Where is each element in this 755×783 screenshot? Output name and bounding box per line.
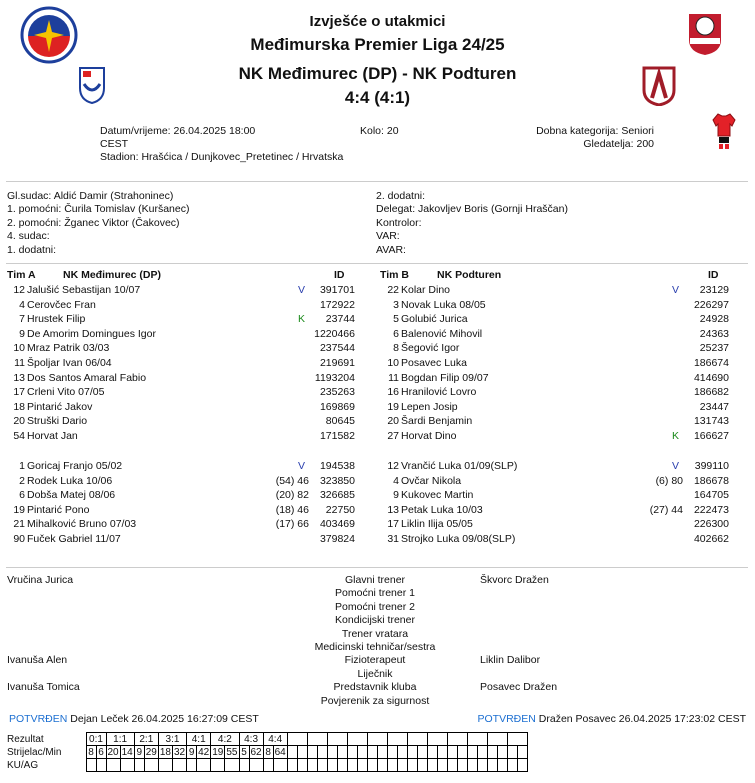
player-id: 23744 — [325, 313, 355, 326]
staff-role: Medicinski tehničar/sestra — [314, 641, 436, 653]
player-name: Mraz Patrik 03/03 — [27, 342, 110, 355]
official-line: 1. dodatni: — [7, 243, 57, 256]
captain-badge: K — [298, 313, 306, 326]
player-name: De Amorim Domingues Igor — [27, 327, 156, 340]
results-cell: 8 — [86, 746, 96, 759]
player-name: Hrustek Filip — [27, 313, 86, 326]
results-cell — [357, 759, 367, 772]
goalkeeper-badge: V — [298, 284, 306, 296]
player-number: 7 — [19, 313, 25, 326]
results-cell — [347, 733, 367, 746]
results-cell — [225, 759, 239, 772]
results-cell: 64 — [274, 746, 286, 758]
results-row-label: KU/AG — [7, 759, 39, 771]
substitution-info: (17) 66 — [275, 518, 309, 531]
results-cell — [287, 759, 297, 772]
player-number: 10 — [13, 342, 25, 355]
results-cell: 8 — [263, 746, 273, 759]
divider — [6, 181, 748, 182]
results-row-label: Strijelac/Min — [7, 746, 62, 758]
player-number: 1 — [19, 460, 25, 472]
results-cell: 4:1 — [187, 733, 211, 746]
player-id: 219691 — [319, 357, 355, 369]
player-number: 20 — [13, 415, 25, 428]
round: Kolo: 20 — [360, 125, 399, 137]
results-cell: 6 — [96, 746, 106, 759]
results-cell: 42 — [198, 746, 210, 758]
league-title: Međimurska Premier Liga 24/25 — [250, 35, 505, 54]
results-cell: 4:4 — [263, 733, 287, 746]
player-id: 226297 — [693, 298, 729, 311]
official-line: Gl.sudac: Aldić Damir (Strahoninec) — [7, 190, 174, 202]
results-cell — [317, 759, 327, 772]
goalkeeper-badge: V — [672, 460, 680, 472]
results-cell: 4:3 — [239, 733, 263, 746]
player-number: 13 — [13, 371, 25, 384]
results-cell: 3:1 — [158, 733, 186, 746]
results-cell — [387, 746, 397, 759]
substitution-info: (27) 44 — [649, 503, 683, 516]
match-score: 4:4 (4:1) — [344, 88, 411, 107]
player-number: 3 — [393, 298, 399, 311]
spectators: Gledatelja: 200 — [583, 138, 654, 150]
results-cell — [417, 746, 427, 759]
results-cell — [407, 759, 417, 772]
results-cell — [397, 759, 407, 772]
player-name: Posavec Luka — [401, 357, 467, 369]
player-name: Novak Luka 08/05 — [401, 298, 486, 311]
player-name: Lepen Josip — [401, 400, 458, 413]
player-id: 186674 — [693, 357, 729, 369]
player-name: Struški Dario — [27, 415, 88, 428]
player-number: 9 — [393, 489, 399, 502]
results-cell: 5 — [239, 746, 249, 759]
player-id: 186682 — [693, 386, 729, 399]
results-cell — [427, 759, 437, 772]
results-cell — [317, 746, 327, 759]
player-id: 1220466 — [314, 327, 355, 340]
results-cell — [239, 759, 249, 772]
team-b-name: NK Podturen — [437, 269, 502, 281]
confirm-status: POTVRĐEN — [477, 713, 536, 725]
player-name: Dobša Matej 08/06 — [27, 489, 116, 502]
player-id: 25237 — [699, 342, 729, 355]
results-cell — [377, 759, 387, 772]
results-cell — [477, 746, 487, 759]
player-id: 226300 — [693, 518, 729, 531]
staff-role: Predstavnik kluba — [333, 681, 417, 694]
player-number: 90 — [13, 533, 25, 545]
team-b-id-header: ID — [708, 269, 719, 281]
results-cell — [327, 759, 337, 772]
results-cell: 62 — [250, 746, 262, 758]
official-line: AVAR: — [376, 243, 406, 256]
results-cell — [447, 733, 467, 746]
results-cell — [437, 759, 447, 772]
player-number: 54 — [13, 430, 25, 442]
results-cell — [367, 759, 377, 772]
datetime: Datum/vrijeme: 26.04.2025 18:00 — [100, 125, 256, 137]
results-cell — [134, 759, 144, 772]
results-cell — [337, 759, 347, 772]
goalkeeper-badge: V — [672, 284, 680, 296]
player-number: 11 — [14, 357, 25, 369]
player-number: 4 — [19, 298, 25, 311]
results-cell — [457, 759, 467, 772]
player-id: 131743 — [693, 415, 729, 428]
player-name: Jalušić Sebastijan 10/07 — [27, 284, 141, 296]
player-number: 5 — [393, 313, 399, 326]
results-cell — [507, 759, 517, 772]
results-cell: 55 — [226, 746, 238, 758]
player-id: 222473 — [693, 503, 729, 516]
results-cell — [287, 746, 297, 759]
player-number: 2 — [19, 474, 25, 487]
player-number: 4 — [393, 474, 399, 487]
results-cell — [447, 746, 457, 759]
results-cell — [211, 759, 225, 772]
results-cell — [347, 746, 357, 759]
player-id: 379824 — [319, 533, 355, 545]
staff-role: Trener vratara — [341, 627, 409, 640]
results-cell: 32 — [174, 746, 186, 758]
player-name: Fuček Gabriel 11/07 — [27, 533, 121, 545]
player-id: 402662 — [693, 533, 729, 545]
results-cell — [457, 746, 467, 759]
confirm-left — [9, 713, 259, 725]
results-cell — [427, 746, 437, 759]
confirm-status: POTVRĐEN — [9, 713, 68, 725]
player-name: Kukovec Martin — [401, 489, 474, 502]
results-cell: 0:1 — [86, 733, 106, 746]
player-number: 19 — [13, 503, 25, 516]
player-name: Rodek Luka 10/06 — [27, 474, 113, 487]
player-name: Dos Santos Amaral Fabio — [27, 371, 147, 384]
player-name: Balenović Mihovil — [401, 327, 483, 340]
results-cell — [377, 746, 387, 759]
results-table — [6, 732, 528, 772]
stadium: Stadion: Hrašćica / Dunjkovec_Pretetinec / Hrvatska — [100, 151, 344, 163]
team-a-id-header: ID — [334, 269, 345, 281]
player-name: Pintarić Pono — [27, 503, 90, 516]
player-id: 194538 — [319, 460, 355, 472]
player-number: 13 — [387, 503, 399, 516]
divider — [6, 567, 748, 568]
staff-role: Kondicijski trener — [335, 614, 415, 627]
player-id: 80645 — [325, 415, 355, 428]
results-cell — [407, 746, 417, 759]
staff-role: Fizioterapeut — [344, 654, 406, 667]
results-cell: 1:1 — [106, 733, 134, 746]
player-name: Cerovčec Fran — [27, 298, 96, 311]
player-id: 391701 — [319, 284, 355, 296]
results-cell — [427, 733, 447, 746]
divider — [6, 263, 748, 264]
player-number: 17 — [387, 518, 399, 531]
results-cell — [273, 759, 287, 772]
results-cell — [387, 733, 407, 746]
results-cell — [407, 733, 427, 746]
player-name: Goricaj Franjo 05/02 — [27, 460, 123, 472]
team-a-rep: Ivanuša Tomica — [7, 681, 80, 693]
player-name: Vrančić Luka 01/09(SLP) — [401, 460, 518, 472]
staff-role: Povjerenik za sigurnost — [320, 694, 430, 707]
results-cell: 9 — [187, 746, 197, 759]
player-number: 6 — [393, 327, 399, 340]
player-id: 403469 — [319, 518, 355, 531]
team-b-head-coach: Škvorc Dražen — [480, 574, 549, 586]
report-title: Izvješće o utakmici — [309, 13, 446, 30]
results-cell — [397, 746, 407, 759]
player-number: 27 — [387, 430, 399, 442]
results-cell — [367, 746, 377, 759]
results-cell — [106, 759, 120, 772]
player-name: Petak Luka 10/03 — [401, 503, 483, 516]
player-id: 23447 — [699, 400, 729, 413]
results-cell: 2:1 — [134, 733, 158, 746]
player-id: 171582 — [319, 430, 355, 442]
results-cell — [86, 759, 96, 772]
substitution-info: (54) 46 — [275, 474, 309, 487]
results-cell — [477, 759, 487, 772]
player-name: Golubić Jurica — [401, 313, 468, 326]
results-cell — [437, 746, 447, 759]
goalkeeper-badge: V — [298, 460, 306, 472]
confirm-right-text: Dražen Posavec 26.04.2025 17:23:02 CEST — [538, 713, 746, 725]
results-cell — [517, 746, 527, 759]
category: Dobna kategorija: Seniori — [536, 125, 654, 137]
player-id: 166627 — [693, 430, 729, 442]
official-line: 4. sudac: — [7, 230, 50, 243]
results-cell — [263, 759, 273, 772]
results-cell — [158, 759, 172, 772]
results-cell — [327, 733, 347, 746]
results-cell — [487, 759, 497, 772]
player-id: 235263 — [319, 386, 355, 399]
results-cell — [497, 746, 507, 759]
player-id: 399110 — [694, 460, 729, 472]
player-name: Strojko Luka 09/08(SLP) — [401, 533, 516, 545]
player-number: 19 — [387, 400, 399, 413]
match-title: NK Međimurec (DP) - NK Podturen — [238, 64, 517, 83]
captain-badge: K — [672, 430, 680, 442]
team-a-name: NK Međimurec (DP) — [63, 269, 162, 281]
staff-role: Pomoćni trener 1 — [335, 587, 415, 600]
results-cell: 29 — [145, 746, 157, 758]
player-id: 24363 — [699, 327, 729, 340]
player-id: 22750 — [325, 503, 355, 516]
player-number: 16 — [387, 386, 399, 399]
results-cell — [347, 759, 357, 772]
staff-role: Pomoćni trener 2 — [335, 600, 415, 613]
results-cell — [487, 733, 507, 746]
results-cell — [367, 733, 387, 746]
player-name: Bogdan Filip 09/07 — [401, 371, 489, 384]
results-cell — [96, 759, 106, 772]
results-cell — [307, 746, 317, 759]
results-cell — [120, 759, 134, 772]
player-number: 12 — [387, 460, 399, 472]
player-name: Hranilović Lovro — [401, 386, 477, 399]
results-cell: 20 — [107, 746, 119, 758]
timezone: CEST — [100, 138, 129, 150]
player-number: 17 — [13, 386, 25, 399]
official-line: Kontrolor: — [376, 216, 422, 229]
player-number: 22 — [387, 284, 399, 296]
official-line: 1. pomoćni: Čurila Tomislav (Kuršanec) — [7, 203, 190, 216]
confirm-left-text: Dejan Leček 26.04.2025 16:27:09 CEST — [70, 713, 259, 725]
results-cell: 19 — [212, 746, 224, 758]
results-cell — [249, 759, 263, 772]
player-number: 11 — [388, 371, 399, 384]
team-b-label: Tim B — [380, 269, 409, 281]
official-line: 2. pomoćni: Žganec Viktor (Čakovec) — [7, 216, 180, 229]
player-name: Liklin Ilija 05/05 — [401, 518, 473, 531]
player-id: 326685 — [319, 489, 355, 502]
results-cell — [287, 733, 307, 746]
results-cell — [307, 759, 317, 772]
results-cell — [297, 759, 307, 772]
player-id: 172922 — [319, 298, 355, 311]
results-cell — [297, 746, 307, 759]
player-name: Šardi Benjamin — [401, 415, 473, 428]
results-cell: 14 — [121, 746, 133, 758]
results-cell — [467, 759, 477, 772]
player-number: 9 — [19, 327, 25, 340]
player-number: 21 — [13, 518, 25, 531]
results-cell — [497, 759, 507, 772]
results-cell — [507, 733, 527, 746]
team-a-label: Tim A — [7, 269, 36, 281]
player-name: Šegović Igor — [401, 342, 460, 355]
substitution-info: (6) 80 — [655, 474, 683, 487]
results-cell — [197, 759, 211, 772]
player-name: Špoljar Ivan 06/04 — [27, 357, 112, 369]
results-cell — [187, 759, 197, 772]
player-name: Kolar Dino — [401, 284, 451, 296]
team-a-physio: Ivanuša Alen — [7, 654, 68, 666]
results-cell — [327, 746, 337, 759]
player-id: 186678 — [693, 474, 729, 487]
results-cell — [467, 746, 477, 759]
results-cell — [447, 759, 457, 772]
player-id: 24928 — [699, 313, 729, 326]
team-b-rep: Posavec Dražen — [480, 681, 558, 693]
team-a-head-coach: Vručina Jurica — [7, 574, 74, 586]
player-name: Ovčar Nikola — [401, 474, 462, 487]
results-cell: 4:2 — [211, 733, 239, 746]
results-cell — [387, 759, 397, 772]
results-cell — [144, 759, 158, 772]
player-name: Crleni Vito 07/05 — [27, 386, 105, 399]
official-line: 2. dodatni: — [376, 190, 426, 202]
official-line: VAR: — [376, 230, 400, 243]
jersey-icon — [711, 112, 737, 150]
results-cell — [487, 746, 497, 759]
results-cell — [337, 746, 347, 759]
player-number: 18 — [13, 400, 25, 413]
results-cell — [507, 746, 517, 759]
results-cell — [417, 759, 427, 772]
results-cell — [357, 746, 367, 759]
player-number: 20 — [387, 415, 399, 428]
player-name: Horvat Jan — [27, 430, 78, 442]
results-cell — [517, 759, 527, 772]
player-id: 1193204 — [314, 371, 355, 384]
results-cell — [173, 759, 187, 772]
results-cell: 9 — [134, 746, 144, 759]
player-number: 8 — [393, 342, 399, 355]
substitution-info: (18) 46 — [275, 503, 309, 516]
player-id: 23129 — [699, 284, 729, 296]
player-number: 6 — [19, 489, 25, 502]
confirm-right — [478, 713, 746, 725]
player-number: 10 — [387, 357, 399, 369]
team-b-physio: Liklin Dalibor — [480, 654, 541, 666]
player-name: Mihalković Bruno 07/03 — [27, 518, 137, 531]
player-id: 414690 — [693, 371, 729, 384]
player-id: 169869 — [319, 400, 355, 413]
results-row-label: Rezultat — [7, 733, 44, 745]
results-cell: 18 — [159, 746, 171, 758]
player-number: 12 — [13, 284, 25, 296]
results-cell — [307, 733, 327, 746]
official-line: Delegat: Jakovljev Boris (Gornji Hraščan) — [376, 203, 568, 216]
staff-role: Liječnik — [357, 667, 393, 680]
player-name: Horvat Dino — [401, 430, 457, 442]
player-id: 323850 — [319, 474, 355, 487]
player-id: 237544 — [319, 342, 355, 355]
player-number: 31 — [387, 533, 399, 545]
results-cell — [467, 733, 487, 746]
substitution-info: (20) 82 — [275, 489, 309, 502]
player-name: Pintarić Jakov — [27, 400, 93, 413]
staff-role: Glavni trener — [344, 574, 406, 586]
player-id: 164705 — [693, 489, 729, 502]
